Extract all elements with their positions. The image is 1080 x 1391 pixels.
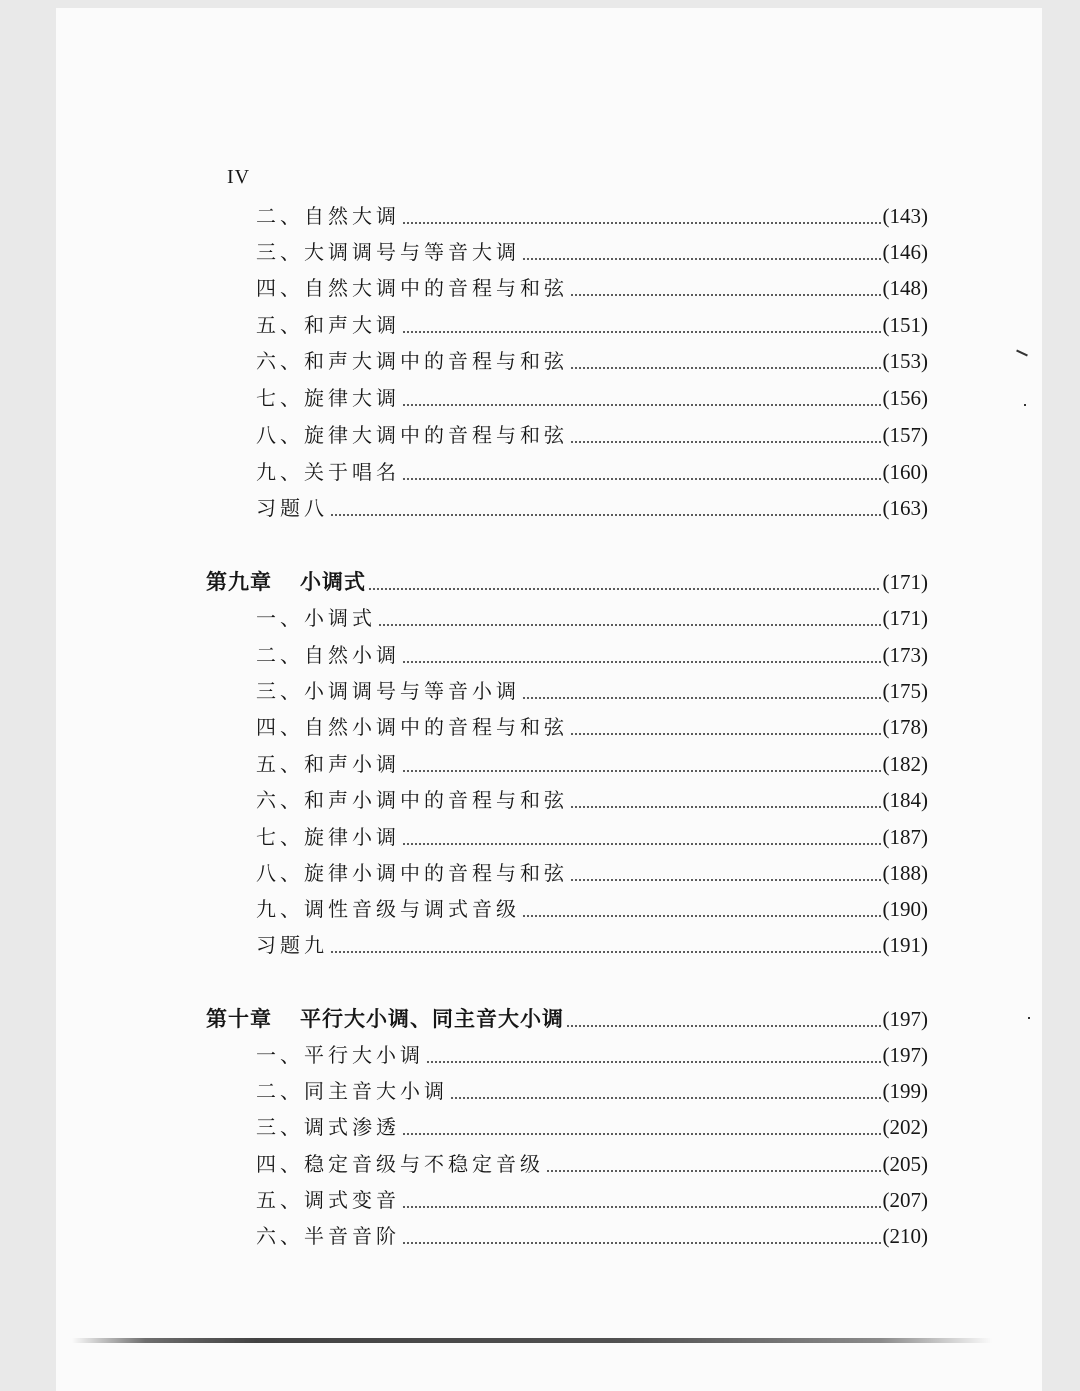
chapter-number: 第十章: [206, 1007, 272, 1031]
toc-entry[interactable]: [256, 383, 928, 413]
dot-leader: [330, 514, 881, 516]
toc-entry[interactable]: [256, 676, 928, 706]
toc-entry-page: (210): [882, 1224, 928, 1248]
toc-entry[interactable]: [256, 310, 928, 340]
toc-entry-page: (182): [882, 752, 928, 776]
dot-leader: [570, 441, 881, 443]
toc-entry-page: (173): [882, 643, 928, 667]
toc-entry-title: 三、调式渗透: [256, 1115, 400, 1139]
toc-entry-page: (202): [882, 1115, 928, 1139]
toc-entry-title: 八、旋律大调中的音程与和弦: [256, 423, 568, 447]
toc-entry-page: (171): [882, 570, 928, 594]
dot-leader: [368, 588, 881, 590]
toc-entry-title: 三、小调调号与等音小调: [256, 679, 520, 703]
toc-entry[interactable]: [256, 273, 928, 303]
toc-entry[interactable]: [256, 640, 928, 670]
dot-leader: [450, 1097, 881, 1099]
toc-entry-title: 五、调式变音: [256, 1188, 400, 1212]
scan-speck: [1024, 404, 1026, 406]
toc-entry-title: 六、半音音阶: [256, 1224, 400, 1248]
toc-entry-page: (190): [882, 897, 928, 921]
toc-entry-title: 习题八: [256, 496, 328, 520]
toc-entry-title: 二、自然小调: [256, 643, 400, 667]
toc-entry[interactable]: [256, 346, 928, 376]
dot-leader: [402, 478, 881, 480]
toc-entry[interactable]: [256, 749, 928, 779]
toc-entry-title: 六、和声大调中的音程与和弦: [256, 349, 568, 373]
toc-entry-page: (171): [882, 606, 928, 630]
toc-entry-title: 二、同主音大小调: [256, 1079, 448, 1103]
toc-entry[interactable]: [256, 858, 928, 888]
toc-entry-title: 九、调性音级与调式音级: [256, 897, 520, 921]
toc-chapter-9[interactable]: [206, 567, 928, 597]
toc-entry-title: 七、旋律小调: [256, 825, 400, 849]
toc-entry-page: (207): [882, 1188, 928, 1212]
dot-leader: [570, 294, 881, 296]
dot-leader: [570, 879, 881, 881]
scan-speck: [1028, 1017, 1030, 1019]
toc-entry[interactable]: [256, 785, 928, 815]
dot-leader: [402, 1133, 881, 1135]
toc-entry-page: (191): [882, 933, 928, 957]
toc-entry-page: (157): [882, 423, 928, 447]
toc-entry-title: 七、旋律大调: [256, 386, 400, 410]
dot-leader: [546, 1170, 881, 1172]
toc-entry-page: (156): [882, 386, 928, 410]
toc-entry[interactable]: [256, 1185, 928, 1215]
toc-entry-title: 习题九: [256, 933, 328, 957]
toc-entry-title: 一、小调式: [256, 606, 376, 630]
dot-leader: [522, 697, 881, 699]
toc-chapter-10[interactable]: [206, 1004, 928, 1034]
toc-entry-page: (146): [882, 240, 928, 264]
toc-entry-title: 二、自然大调: [256, 204, 400, 228]
toc-entry-page: (187): [882, 825, 928, 849]
toc-entry[interactable]: [256, 822, 928, 852]
toc-entry-title: 九、关于唱名: [256, 460, 400, 484]
dot-leader: [402, 770, 881, 772]
dot-leader: [570, 733, 881, 735]
page-number: IV: [227, 166, 251, 188]
toc-entry[interactable]: [256, 1076, 928, 1106]
toc-entry-page: (178): [882, 715, 928, 739]
dot-leader: [570, 367, 881, 369]
toc-entry[interactable]: [256, 930, 928, 960]
dot-leader: [566, 1025, 881, 1027]
dot-leader: [402, 843, 881, 845]
toc-entry-title: 五、和声小调: [256, 752, 400, 776]
toc-entry[interactable]: [256, 1040, 928, 1070]
dot-leader: [402, 1242, 881, 1244]
toc-entry[interactable]: [256, 457, 928, 487]
dot-leader: [378, 624, 881, 626]
toc-entry[interactable]: [256, 712, 928, 742]
toc-entry-page: (153): [882, 349, 928, 373]
toc-entry-title: 四、自然大调中的音程与和弦: [256, 276, 568, 300]
toc-entry-title: 八、旋律小调中的音程与和弦: [256, 861, 568, 885]
toc-entry[interactable]: [256, 493, 928, 523]
dot-leader: [402, 661, 881, 663]
chapter-number: 第九章: [206, 570, 272, 594]
toc-entry-page: (163): [882, 496, 928, 520]
dot-leader: [402, 404, 881, 406]
toc-entry-title: 四、自然小调中的音程与和弦: [256, 715, 568, 739]
toc-entry-title: 三、大调调号与等音大调: [256, 240, 520, 264]
toc-entry[interactable]: [256, 420, 928, 450]
toc-entry-title: 五、和声大调: [256, 313, 400, 337]
dot-leader: [402, 1206, 881, 1208]
toc-entry[interactable]: [256, 1112, 928, 1142]
toc-entry-page: (197): [882, 1043, 928, 1067]
chapter-title: 小调式: [300, 570, 366, 594]
toc-entry-page: (175): [882, 679, 928, 703]
toc-entry-title: 一、平行大小调: [256, 1043, 424, 1067]
scan-artifact-line: [72, 1338, 992, 1343]
toc-entry-title: 四、稳定音级与不稳定音级: [256, 1152, 544, 1176]
toc-entry-page: (143): [882, 204, 928, 228]
toc-entry-page: (188): [882, 861, 928, 885]
dot-leader: [570, 806, 881, 808]
toc-entry-page: (151): [882, 313, 928, 337]
dot-leader: [330, 951, 881, 953]
toc-entry[interactable]: [256, 603, 928, 633]
dot-leader: [426, 1061, 881, 1063]
toc-entry[interactable]: [256, 894, 928, 924]
toc-entry[interactable]: [256, 1149, 928, 1179]
dot-leader: [402, 331, 881, 333]
toc-entry-page: (197): [882, 1007, 928, 1031]
toc-entry-page: (148): [882, 276, 928, 300]
toc-entry-page: (160): [882, 460, 928, 484]
dot-leader: [402, 222, 881, 224]
toc-entry[interactable]: [256, 201, 928, 231]
toc-entry[interactable]: [256, 237, 928, 267]
dot-leader: [522, 258, 881, 260]
toc-entry-page: (184): [882, 788, 928, 812]
toc-entry-page: (205): [882, 1152, 928, 1176]
chapter-title: 平行大小调、同主音大小调: [300, 1007, 564, 1031]
dot-leader: [522, 915, 881, 917]
toc-entry[interactable]: [256, 1221, 928, 1251]
toc-entry-title: 六、和声小调中的音程与和弦: [256, 788, 568, 812]
toc-entry-page: (199): [882, 1079, 928, 1103]
